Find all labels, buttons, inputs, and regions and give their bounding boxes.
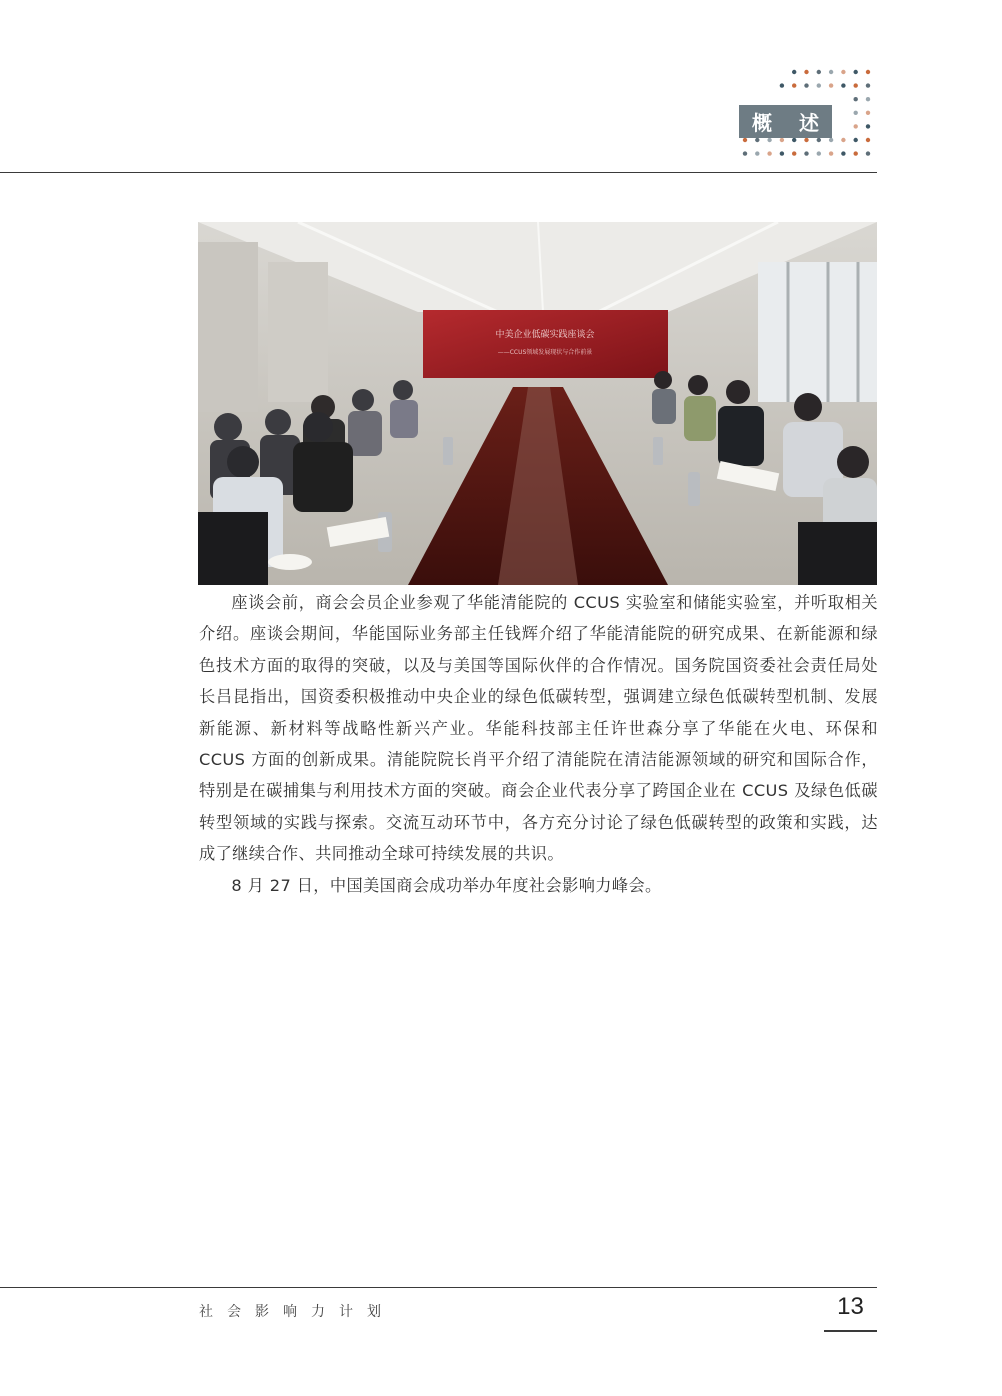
meeting-photo: [198, 222, 877, 585]
decorative-dot: [829, 70, 833, 74]
decorative-dot: [854, 83, 858, 87]
decorative-dot: [780, 83, 784, 87]
decorative-dot: [804, 151, 808, 155]
decorative-dot: [804, 83, 808, 87]
screen-subtitle: ——CCUS领域发展现状与合作前景: [497, 349, 593, 356]
decorative-dot: [817, 70, 821, 74]
decorative-dot: [854, 111, 858, 115]
paragraph: 8 月 27 日，中国美国商会成功举办年度社会影响力峰会。: [231, 875, 662, 895]
decorative-dot: [829, 83, 833, 87]
decorative-dot: [854, 70, 858, 74]
decorative-dot: [804, 138, 808, 142]
header-divider: [0, 172, 877, 173]
decorative-dot: [780, 138, 784, 142]
decorative-dot: [866, 151, 870, 155]
decorative-dot: [743, 138, 747, 142]
page-number-underline: [824, 1330, 877, 1332]
paragraph: 座谈会前，商会会员企业参观了华能清能院的 CCUS 实验室和储能实验室，并听取相关介绍。座谈会期间，华能国际业务部主任钱辉介绍了华能清能院的研究成果、在新能源和绿色技术方面的取得的突破，以及与美国等国际伙伴的合作情况。国务院国资委社会责任局处长吕昆指出，国资委积极推动中央企业的绿色低碳转型，强调建立绿色低碳转型机制、发展新能源、新材料等战略性新兴产业。华能科技部主任许世森分享了华能在火电、环保和 CCUS 方面的创新成果。清能院院长肖平介绍了清能院在清洁能源领域的研究和国际合作，特别是在碳捕集与利用技术方面的突破。商会企业代表分享了跨国企业在 CCUS 及绿色低碳转型领域的实践与探索。交流互动环节中，各方充分讨论了绿色低碳转型的政策和实践，达成了继续合作、共同推动全球可持续发展的共识。: [199, 593, 878, 864]
decorative-dot: [743, 151, 747, 155]
decorative-dot: [866, 70, 870, 74]
decorative-dot: [841, 151, 845, 155]
decorative-dot: [854, 124, 858, 128]
decorative-dot: [841, 70, 845, 74]
section-label: 概 述: [739, 105, 832, 138]
decorative-dot: [829, 138, 833, 142]
decorative-dot: [780, 151, 784, 155]
decorative-dot: [866, 124, 870, 128]
page-number: 13: [837, 1293, 864, 1320]
screen-title: 中美企业低碳实践座谈会: [495, 330, 595, 340]
decorative-dot: [817, 138, 821, 142]
decorative-dot: [866, 138, 870, 142]
decorative-dot: [866, 111, 870, 115]
footer-divider: [0, 1287, 877, 1288]
decorative-dot: [854, 97, 858, 101]
decorative-dot: [866, 83, 870, 87]
decorative-dot: [767, 151, 771, 155]
decorative-dot: [829, 151, 833, 155]
decorative-dot: [817, 83, 821, 87]
decorative-dot: [755, 151, 759, 155]
footer-title: 社会影响力计划: [199, 1304, 395, 1320]
decorative-dot: [792, 151, 796, 155]
decorative-dot: [854, 151, 858, 155]
decorative-dot: [817, 151, 821, 155]
decorative-dot: [755, 138, 759, 142]
decorative-dot: [767, 138, 771, 142]
decorative-dot: [792, 70, 796, 74]
decorative-dot: [854, 138, 858, 142]
decorative-dot: [804, 70, 808, 74]
decorative-dot: [841, 138, 845, 142]
body-text: [199, 587, 878, 901]
decorative-dot: [792, 138, 796, 142]
decorative-dot: [866, 97, 870, 101]
decorative-dot: [841, 83, 845, 87]
decorative-dot: [792, 83, 796, 87]
